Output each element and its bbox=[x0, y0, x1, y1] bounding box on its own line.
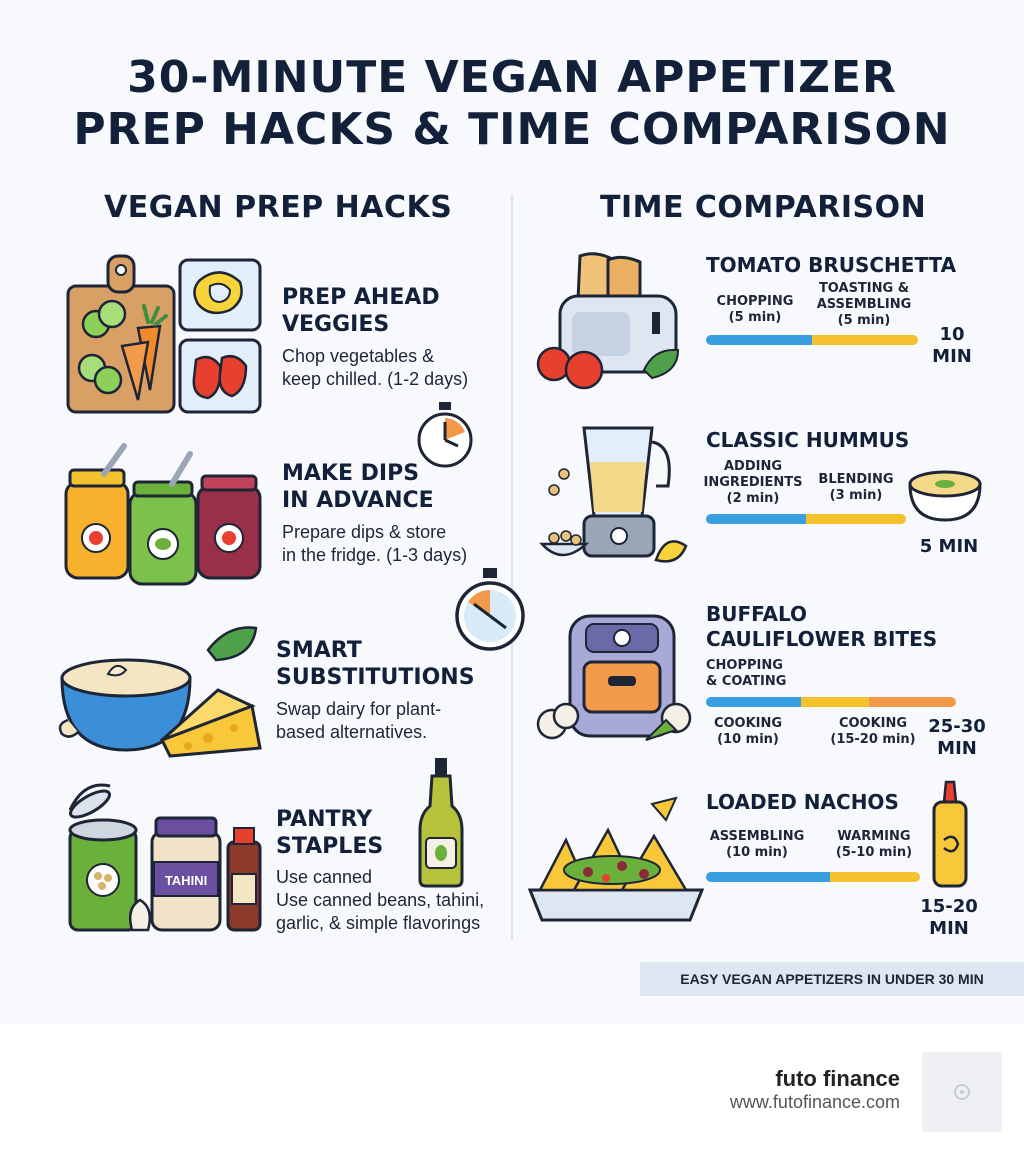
brand-logo bbox=[922, 1052, 1002, 1132]
olive-oil-bottle-icon bbox=[416, 756, 466, 888]
step-label-cooking-1: COOKING (10 min) bbox=[713, 716, 783, 747]
total-time-nachos: 15-20 MIN bbox=[920, 896, 978, 939]
step-label-cooking-2: COOKING (15-20 min) bbox=[830, 716, 916, 747]
step-label-warming: WARMING (5-10 min) bbox=[835, 829, 913, 860]
step-label-assembling: ASSEMBLING (10 min) bbox=[709, 829, 805, 860]
hack-desc-substitutions: Swap dairy for plant- based alternatives. bbox=[276, 699, 442, 742]
comparison-title-hummus: CLASSIC HUMMUS bbox=[706, 428, 910, 452]
time-bar-segment bbox=[806, 514, 906, 524]
total-time-bruschetta: 10 MIN bbox=[932, 324, 972, 367]
hack-title-substitutions: SMART SUBSTITUTIONS bbox=[276, 638, 475, 690]
hack-title-prep-ahead: PREP AHEAD VEGGIES bbox=[282, 285, 440, 337]
brand-url[interactable]: www.futofinance.com bbox=[729, 1092, 900, 1112]
toaster-icon bbox=[536, 252, 696, 392]
total-time-cauliflower: 25-30 MIN bbox=[928, 716, 986, 759]
time-bar-segment bbox=[706, 514, 806, 524]
step-label-adding: ADDING INGREDIENTS (2 min) bbox=[703, 459, 803, 506]
brand-name: futo finance bbox=[775, 1066, 900, 1091]
hack-desc-dips: Prepare dips & store in the fridge. (1-3 days) bbox=[282, 522, 468, 565]
time-bar-segment bbox=[830, 872, 920, 882]
step-label-blending: BLENDING (3 min) bbox=[818, 472, 894, 503]
time-bar-cauliflower bbox=[706, 697, 956, 707]
time-bar-segment bbox=[869, 697, 957, 707]
hummus-bowl-icon bbox=[906, 466, 984, 524]
tahini-label: TAHINI bbox=[164, 873, 208, 888]
hack-desc-pantry: Use canned Use canned beans, tahini, garlic, & simple flavorings bbox=[276, 867, 485, 933]
step-label-chopping: CHOPPING (5 min) bbox=[716, 294, 794, 325]
step-label-chopping-coating: CHOPPING & COATING bbox=[706, 658, 787, 689]
logo-icon bbox=[922, 1052, 1002, 1132]
total-time-hummus: 5 MIN bbox=[919, 536, 979, 557]
air-fryer-icon bbox=[536, 610, 696, 750]
time-bar-segment bbox=[812, 335, 918, 345]
hacks-heading: VEGAN PREP HACKS bbox=[104, 190, 453, 225]
cashew-cheese-bowl-icon bbox=[58, 620, 268, 760]
time-bar-hummus bbox=[706, 514, 906, 524]
dip-jars-icon bbox=[60, 440, 270, 590]
time-bar-segment bbox=[706, 697, 801, 707]
comparison-title-bruschetta: TOMATO BRUSCHETTA bbox=[706, 253, 957, 277]
step-label-toasting: TOASTING & ASSEMBLING (5 min) bbox=[816, 281, 912, 328]
hack-title-dips: MAKE DIPS IN ADVANCE bbox=[282, 461, 434, 513]
cutting-board-veggies-icon bbox=[60, 250, 270, 420]
pantry-cans-icon bbox=[62, 770, 272, 940]
comparison-title-cauliflower: BUFFALO CAULIFLOWER BITES bbox=[706, 602, 938, 651]
footer-tagline: EASY VEGAN APPETIZERS IN UNDER 30 MIN bbox=[640, 962, 1024, 996]
time-bar-segment bbox=[801, 697, 869, 707]
hack-desc-prep-ahead: Chop vegetables & keep chilled. (1-2 days) bbox=[282, 346, 469, 389]
hack-title-pantry: PANTRY STAPLES bbox=[276, 807, 384, 859]
time-bar-segment bbox=[706, 335, 812, 345]
blender-icon bbox=[536, 420, 696, 570]
time-bar-segment bbox=[706, 872, 830, 882]
sauce-bottle-icon bbox=[928, 780, 972, 890]
time-bar-nachos bbox=[706, 872, 920, 882]
comparison-title-nachos: LOADED NACHOS bbox=[706, 790, 899, 814]
nachos-tray-icon bbox=[526, 790, 706, 930]
page-title: 30-MINUTE VEGAN APPETIZER PREP HACKS & TIME COMPARISON bbox=[73, 52, 951, 155]
time-bar-bruschetta bbox=[706, 335, 918, 345]
comparison-heading: TIME COMPARISON bbox=[600, 190, 927, 225]
